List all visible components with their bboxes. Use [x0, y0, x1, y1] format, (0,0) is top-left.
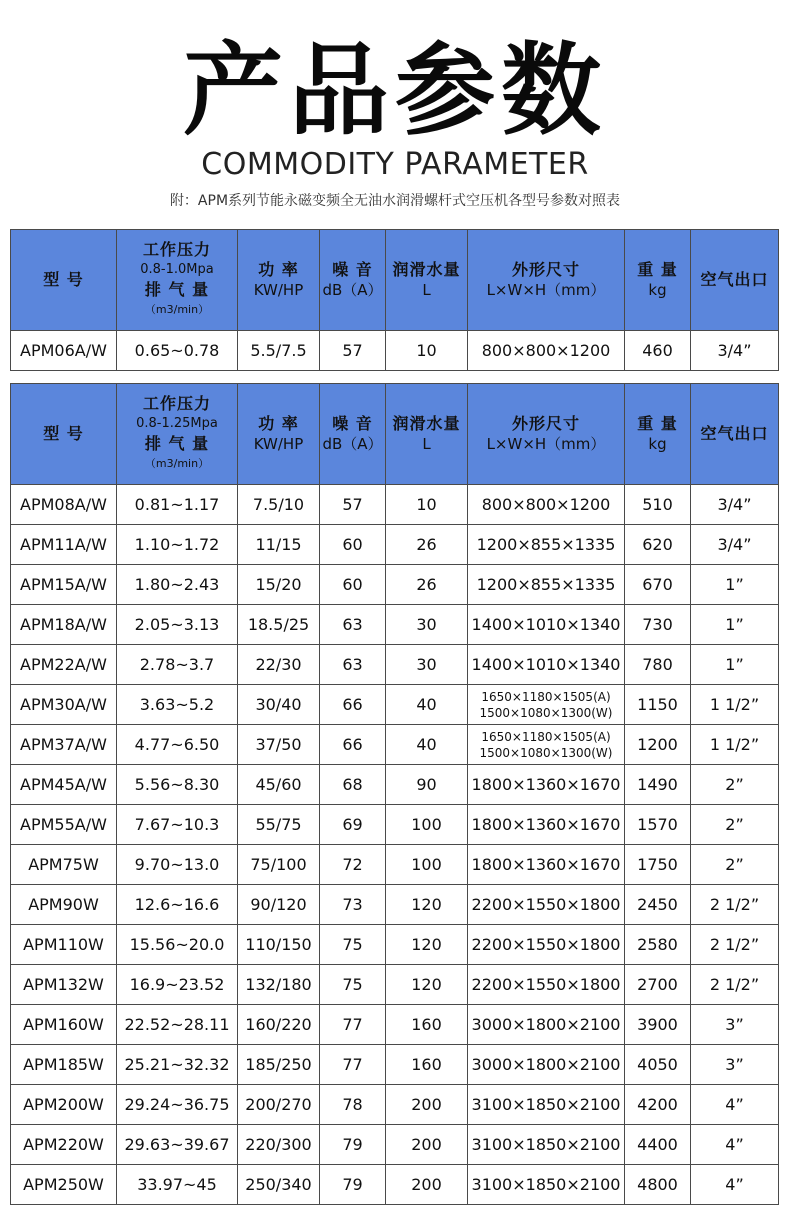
cell-outlet: 2”	[691, 805, 779, 845]
cell-water: 90	[386, 765, 468, 805]
table-row	[11, 525, 779, 565]
cell-power: 160/220	[238, 1005, 320, 1045]
table-row	[11, 1045, 779, 1085]
cell-dims: 2200×1550×1800	[468, 965, 625, 1005]
cell-outlet: 1 1/2”	[691, 685, 779, 725]
cell-power: 15/20	[238, 565, 320, 605]
cell-model: APM200W	[11, 1085, 117, 1125]
cell-model: APM06A/W	[11, 331, 117, 371]
spec-table-2	[10, 383, 779, 1205]
table-row	[11, 805, 779, 845]
cell-flow: 0.81~1.17	[117, 485, 238, 525]
cell-dims: 1200×855×1335	[468, 525, 625, 565]
cell-noise: 78	[320, 1085, 386, 1125]
cell-model: APM22A/W	[11, 645, 117, 685]
header-dims: 外形尺寸 L×W×H（mm）	[468, 230, 625, 331]
header-weight: 重 量 kg	[625, 384, 691, 485]
table-row	[11, 645, 779, 685]
cell-outlet: 4”	[691, 1125, 779, 1165]
cell-noise: 73	[320, 885, 386, 925]
cell-water: 26	[386, 565, 468, 605]
cell-weight: 4050	[625, 1045, 691, 1085]
header-flow: 工作压力 0.8-1.25Mpa 排 气 量 （m3/min）	[117, 384, 238, 485]
cell-outlet: 2 1/2”	[691, 965, 779, 1005]
header-model: 型 号	[11, 384, 117, 485]
cell-dims: 1800×1360×1670	[468, 805, 625, 845]
header-dims: 外形尺寸 L×W×H（mm）	[468, 384, 625, 485]
cell-water: 120	[386, 925, 468, 965]
cell-dims: 3100×1850×2100	[468, 1085, 625, 1125]
cell-power: 37/50	[238, 725, 320, 765]
cell-noise: 66	[320, 725, 386, 765]
cell-power: 185/250	[238, 1045, 320, 1085]
table-row	[11, 485, 779, 525]
cell-outlet: 4”	[691, 1165, 779, 1205]
table-row	[11, 605, 779, 645]
cell-outlet: 4”	[691, 1085, 779, 1125]
table-row	[11, 1125, 779, 1165]
cell-flow: 29.24~36.75	[117, 1085, 238, 1125]
cell-model: APM30A/W	[11, 685, 117, 725]
cell-water: 30	[386, 645, 468, 685]
cell-weight: 1150	[625, 685, 691, 725]
table-row	[11, 965, 779, 1005]
cell-flow: 5.56~8.30	[117, 765, 238, 805]
table-caption: 附：APM系列节能永磁变频全无油水润滑螺杆式空压机各型号参数对照表	[169, 193, 621, 209]
table-row	[11, 1005, 779, 1045]
cell-power: 11/15	[238, 525, 320, 565]
cell-noise: 57	[320, 485, 386, 525]
cell-weight: 510	[625, 485, 691, 525]
cell-weight: 670	[625, 565, 691, 605]
cell-power: 132/180	[238, 965, 320, 1005]
header-noise: 噪 音 dB（A）	[320, 384, 386, 485]
cell-dims: 1400×1010×1340	[468, 605, 625, 645]
cell-outlet: 3/4”	[691, 525, 779, 565]
header-water: 润滑水量 L	[386, 384, 468, 485]
cell-power: 55/75	[238, 805, 320, 845]
cell-outlet: 3/4”	[691, 485, 779, 525]
cell-model: APM250W	[11, 1165, 117, 1205]
cell-model: APM37A/W	[11, 725, 117, 765]
cell-dims: 1800×1360×1670	[468, 845, 625, 885]
cell-outlet: 2 1/2”	[691, 925, 779, 965]
cell-dims: 1800×1360×1670	[468, 765, 625, 805]
table-row	[11, 765, 779, 805]
table-row	[11, 925, 779, 965]
cell-weight: 2450	[625, 885, 691, 925]
cell-model: APM18A/W	[11, 605, 117, 645]
cell-weight: 620	[625, 525, 691, 565]
cell-model: APM110W	[11, 925, 117, 965]
cell-dims: 2200×1550×1800	[468, 925, 625, 965]
cell-water: 100	[386, 845, 468, 885]
cell-dims	[468, 685, 625, 725]
header-power: 功 率 KW/HP	[238, 230, 320, 331]
header-power: 功 率 KW/HP	[238, 384, 320, 485]
cell-dims: 3000×1800×2100	[468, 1005, 625, 1045]
cell-dims: 1200×855×1335	[468, 565, 625, 605]
cell-power: 110/150	[238, 925, 320, 965]
cell-outlet: 2”	[691, 765, 779, 805]
header-model: 型 号	[11, 230, 117, 331]
cell-power: 22/30	[238, 645, 320, 685]
cell-weight: 780	[625, 645, 691, 685]
cell-model: APM90W	[11, 885, 117, 925]
cell-noise: 79	[320, 1125, 386, 1165]
cell-noise: 57	[320, 331, 386, 371]
cell-noise: 63	[320, 645, 386, 685]
cell-water: 120	[386, 965, 468, 1005]
cell-model: APM185W	[11, 1045, 117, 1085]
header-noise: 噪 音 dB（A）	[320, 230, 386, 331]
cell-dims-a: 1650×1180×1505(A)	[481, 729, 611, 744]
page-title: 产品参数	[183, 32, 607, 149]
cell-flow: 33.97~45	[117, 1165, 238, 1205]
cell-noise: 77	[320, 1045, 386, 1085]
cell-outlet: 2 1/2”	[691, 885, 779, 925]
cell-flow: 2.05~3.13	[117, 605, 238, 645]
cell-outlet: 1”	[691, 605, 779, 645]
table-row	[11, 331, 779, 371]
cell-weight: 2580	[625, 925, 691, 965]
cell-noise: 63	[320, 605, 386, 645]
cell-water: 26	[386, 525, 468, 565]
cell-outlet: 1 1/2”	[691, 725, 779, 765]
cell-noise: 68	[320, 765, 386, 805]
cell-model: APM160W	[11, 1005, 117, 1045]
table-row	[11, 725, 779, 765]
cell-weight: 1750	[625, 845, 691, 885]
cell-power: 220/300	[238, 1125, 320, 1165]
header-weight: 重 量 kg	[625, 230, 691, 331]
table-row	[11, 565, 779, 605]
cell-flow: 29.63~39.67	[117, 1125, 238, 1165]
cell-flow: 12.6~16.6	[117, 885, 238, 925]
header-outlet: 空气出口	[691, 230, 779, 331]
cell-noise: 75	[320, 965, 386, 1005]
cell-weight: 1200	[625, 725, 691, 765]
cell-noise: 66	[320, 685, 386, 725]
cell-model: APM45A/W	[11, 765, 117, 805]
header-flow: 工作压力 0.8-1.0Mpa 排 气 量 （m3/min）	[117, 230, 238, 331]
cell-weight: 1490	[625, 765, 691, 805]
cell-water: 30	[386, 605, 468, 645]
cell-weight: 4200	[625, 1085, 691, 1125]
cell-dims: 800×800×1200	[468, 485, 625, 525]
cell-dims: 1400×1010×1340	[468, 645, 625, 685]
cell-outlet: 3”	[691, 1045, 779, 1085]
cell-model: APM11A/W	[11, 525, 117, 565]
cell-power: 7.5/10	[238, 485, 320, 525]
cell-noise: 72	[320, 845, 386, 885]
cell-water: 10	[386, 485, 468, 525]
table-row	[11, 845, 779, 885]
cell-noise: 60	[320, 525, 386, 565]
cell-flow: 3.63~5.2	[117, 685, 238, 725]
table-row	[11, 885, 779, 925]
cell-power: 30/40	[238, 685, 320, 725]
cell-outlet: 3”	[691, 1005, 779, 1045]
cell-water: 200	[386, 1085, 468, 1125]
cell-dims-w: 1500×1080×1300(W)	[479, 705, 613, 720]
cell-water: 40	[386, 685, 468, 725]
cell-weight: 4400	[625, 1125, 691, 1165]
page-subtitle: COMMODITY PARAMETER	[201, 147, 589, 182]
cell-dims: 3000×1800×2100	[468, 1045, 625, 1085]
cell-weight: 2700	[625, 965, 691, 1005]
cell-water: 40	[386, 725, 468, 765]
header-outlet: 空气出口	[691, 384, 779, 485]
cell-flow: 15.56~20.0	[117, 925, 238, 965]
cell-model: APM08A/W	[11, 485, 117, 525]
cell-model: APM55A/W	[11, 805, 117, 845]
table-row	[11, 1085, 779, 1125]
cell-flow: 7.67~10.3	[117, 805, 238, 845]
cell-outlet: 2”	[691, 845, 779, 885]
cell-water: 120	[386, 885, 468, 925]
cell-power: 90/120	[238, 885, 320, 925]
cell-dims: 2200×1550×1800	[468, 885, 625, 925]
cell-flow: 16.9~23.52	[117, 965, 238, 1005]
cell-flow: 1.80~2.43	[117, 565, 238, 605]
cell-water: 200	[386, 1165, 468, 1205]
cell-flow: 9.70~13.0	[117, 845, 238, 885]
cell-model: APM15A/W	[11, 565, 117, 605]
cell-weight: 3900	[625, 1005, 691, 1045]
cell-flow: 1.10~1.72	[117, 525, 238, 565]
cell-weight: 460	[625, 331, 691, 371]
cell-outlet: 1”	[691, 565, 779, 605]
cell-noise: 60	[320, 565, 386, 605]
cell-power: 75/100	[238, 845, 320, 885]
cell-dims-a: 1650×1180×1505(A)	[481, 689, 611, 704]
cell-dims-w: 1500×1080×1300(W)	[479, 745, 613, 760]
cell-model: APM132W	[11, 965, 117, 1005]
cell-dims: 3100×1850×2100	[468, 1125, 625, 1165]
cell-water: 100	[386, 805, 468, 845]
cell-flow: 22.52~28.11	[117, 1005, 238, 1045]
cell-power: 250/340	[238, 1165, 320, 1205]
table-row	[11, 685, 779, 725]
cell-flow: 0.65~0.78	[117, 331, 238, 371]
cell-noise: 77	[320, 1005, 386, 1045]
cell-power: 200/270	[238, 1085, 320, 1125]
cell-power: 45/60	[238, 765, 320, 805]
cell-dims: 800×800×1200	[468, 331, 625, 371]
table-header-row	[11, 384, 779, 485]
cell-water: 160	[386, 1005, 468, 1045]
spec-table-1	[10, 229, 779, 371]
cell-power: 18.5/25	[238, 605, 320, 645]
cell-water: 200	[386, 1125, 468, 1165]
cell-water: 160	[386, 1045, 468, 1085]
cell-flow: 2.78~3.7	[117, 645, 238, 685]
cell-water: 10	[386, 331, 468, 371]
cell-power: 5.5/7.5	[238, 331, 320, 371]
cell-model: APM220W	[11, 1125, 117, 1165]
header-water: 润滑水量 L	[386, 230, 468, 331]
cell-weight: 730	[625, 605, 691, 645]
cell-weight: 4800	[625, 1165, 691, 1205]
table-header-row	[11, 230, 779, 331]
table-row	[11, 1165, 779, 1205]
cell-weight: 1570	[625, 805, 691, 845]
cell-outlet: 1”	[691, 645, 779, 685]
cell-model: APM75W	[11, 845, 117, 885]
cell-noise: 75	[320, 925, 386, 965]
cell-dims	[468, 725, 625, 765]
cell-flow: 25.21~32.32	[117, 1045, 238, 1085]
cell-flow: 4.77~6.50	[117, 725, 238, 765]
cell-dims: 3100×1850×2100	[468, 1165, 625, 1205]
cell-noise: 69	[320, 805, 386, 845]
cell-noise: 79	[320, 1165, 386, 1205]
cell-outlet: 3/4”	[691, 331, 779, 371]
